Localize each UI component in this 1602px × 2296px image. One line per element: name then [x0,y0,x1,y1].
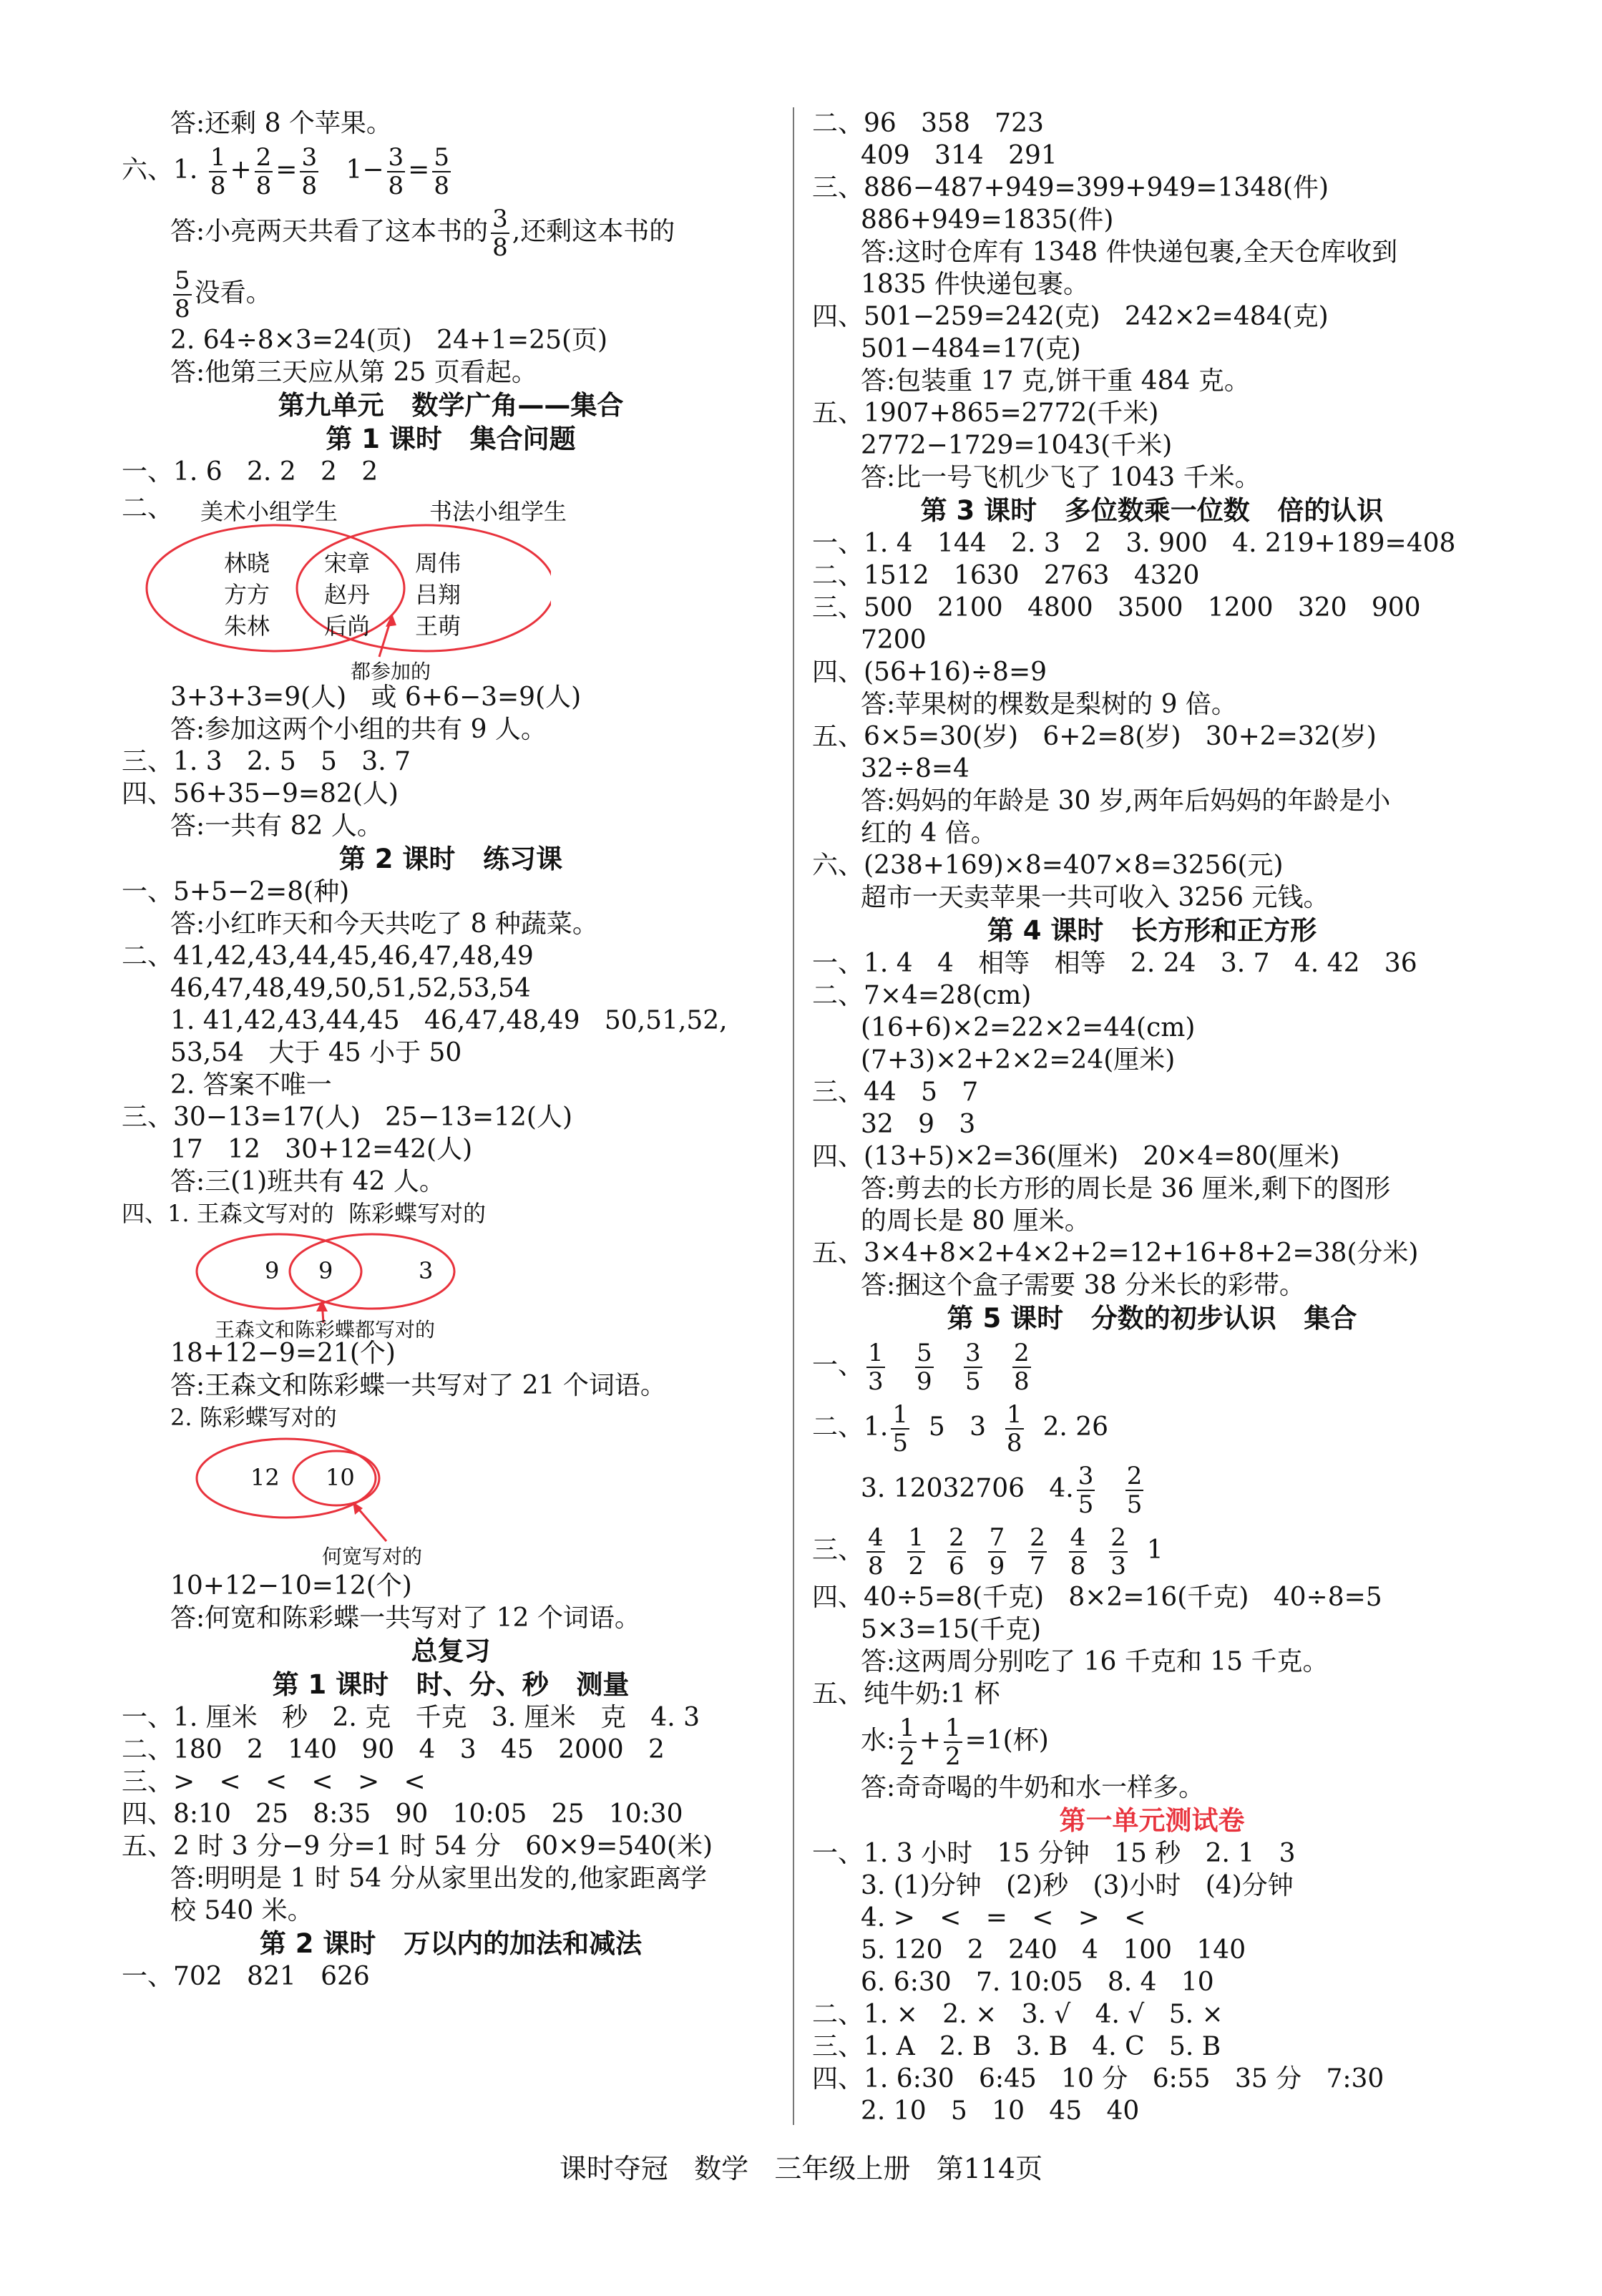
answer-line: 四、40÷5=8(千克) 8×2=16(千克) 40÷8=5 [812,1583,1382,1612]
left-column [122,107,780,1993]
answer-line: 二、180 2 140 90 4 3 45 2000 2 [122,1735,665,1764]
answer-line: 答:一共有 82 人。 [170,811,383,841]
answer-line: 四、(56+16)÷8=9 [812,658,1047,687]
answer-line: 答:小红昨天和今天共吃了 8 种蔬菜。 [170,909,598,939]
venn-name: 赵丹 [324,581,371,608]
venn-caption: 王森文和陈彩蝶都写对的 [215,1318,436,1342]
answer-line: 二、7×4=28(cm) [812,981,1032,1010]
fraction: $\frac{4}{8}$ [868,1523,884,1581]
answer-line: 2. 答案不唯一 [170,1070,332,1100]
lesson-heading: 第 2 课时 万以内的加法和减法 [259,1928,643,1959]
fraction-line: 三、 $\frac{4}{8}$ $\frac{1}{2}$ $\frac{2}{6}$ $\frac{7}{9}$ $\frac{2}{7}$ $\frac{4}{8}$ $\frac{2}{3}$ 1 [812,1523,1163,1581]
answer-line: 501−484=17(克) [861,334,1081,363]
calc-line: 18+12−9=21(个) [170,1339,396,1368]
lesson-heading: 第 5 课时 分数的初步认识 集合 [947,1303,1357,1334]
venn-right-title: 书法小组学生 [429,498,567,525]
fraction: $\frac{4}{8}$ [1070,1523,1086,1581]
answer-line: 四、501−259=242(克) 242×2=484(克) [812,302,1329,331]
answer-line: 一、1. 3 小时 15 分钟 15 秒 2. 1 3 [812,1839,1296,1868]
answer-line: 五、1907+865=2772(千米) [812,399,1159,428]
answer-line: 答:何宽和陈彩蝶一共写对了 12 个词语。 [170,1603,640,1633]
fraction-line: 3. 12032706 4. $\frac{3}{5}$ $\frac{2}{5}$ [861,1462,1143,1519]
fraction: $\frac{1}{3}$ [868,1339,884,1396]
calc-line: 10+12−10=12(个) [170,1571,412,1601]
fraction: $\frac{1}{2}$ [899,1714,915,1771]
venn-name: 后尚 [324,612,371,640]
answer-line: 答:包装重 17 克,饼干重 484 克。 [861,366,1250,396]
answer-line: 1. 41,42,43,44,45 46,47,48,49 50,51,52, [170,1006,728,1035]
answer-line: 7200 [861,625,927,655]
answer-line: 一、1. 厘米 秒 2. 克 千克 3. 厘米 克 4. 3 [122,1703,700,1732]
lesson-heading: 第 2 课时 练习课 [338,844,563,874]
answer-line: 答:奇奇喝的牛奶和水一样多。 [861,1773,1205,1802]
fraction-line: 六、1. $\frac{1}{8}$ + $\frac{2}{8}$ = $\frac{3}{8}$ 1− $\frac{3}{8}$ = $\frac{5}{8}$ [122,143,449,200]
test-heading: 第一单元测试卷 [1059,1805,1245,1836]
venn-diagram-words-1 [122,1230,551,1342]
fraction: $\frac{1}{5}$ [892,1400,908,1457]
answer-line: 2. 陈彩蝶写对的 [170,1404,337,1431]
answer-line: 五、纯牛奶:1 杯 [812,1679,1000,1709]
fraction: $\frac{3}{8}$ [388,143,404,200]
answer-line: 的周长是 80 厘米。 [861,1206,1090,1236]
venn-name: 林晓 [224,549,270,577]
answer-line: 46,47,48,49,50,51,52,53,54 [170,974,531,1003]
fraction-line: 一、 $\frac{1}{3}$ $\frac{5}{9}$ $\frac{3}{5}$ $\frac{2}{8}$ [812,1339,1030,1396]
answer-line: 三、30−13=17(人) 25−13=12(人) [122,1103,573,1132]
answer-line: 答:王森文和陈彩蝶一共写对了 21 个词语。 [170,1371,666,1400]
answer-line: 答:比一号飞机少飞了 1043 千米。 [861,463,1261,492]
answer-line: 1835 件快递包裹。 [861,270,1090,299]
answer-line: (7+3)×2+2×2=24(厘米) [861,1045,1176,1075]
answer-line: 一、1. 6 2. 2 2 2 [122,457,378,487]
venn-caption: 都参加的 [351,660,431,683]
section-heading: 总复习 [411,1636,491,1666]
fraction: $\frac{3}{5}$ [1078,1462,1094,1519]
calc-line: 3+3+3=9(人) 或 6+6−3=9(人) [170,683,582,712]
venn-name: 吕翔 [415,581,461,608]
answer-line: 五、2 时 3 分−9 分=1 时 54 分 60×9=540(米) [122,1832,713,1861]
fraction: $\frac{1}{8}$ [1006,1400,1022,1457]
answer-line: 答:妈妈的年龄是 30 岁,两年后妈妈的年龄是小 [861,786,1391,816]
answer-line: 答:小亮两天共看了这本书的 $\frac{3}{8}$ ,还剩这本书的 [170,205,675,262]
answer-line: 校 540 米。 [170,1896,313,1925]
fraction-line: 水: $\frac{1}{2}$ + $\frac{1}{2}$ =1(杯) [861,1714,1049,1771]
venn-diagram-words-2 [122,1434,551,1570]
fraction: $\frac{3}{8}$ [301,143,318,200]
fraction: $\frac{2}{3}$ [1110,1523,1126,1581]
venn-value: 3 [419,1257,434,1284]
answer-line: 五、3×4+8×2+4×2+2=12+16+8+2=38(分米) [812,1239,1419,1268]
answer-line: 答:这时仓库有 1348 件快递包裹,全天仓库收到 [861,238,1398,267]
right-column [812,107,1492,2127]
column-divider [793,107,794,2125]
venn-value: 9 [265,1257,280,1284]
answer-line: 3. (1)分钟 (2)秒 (3)小时 (4)分钟 [861,1871,1294,1900]
venn-value: 12 [250,1464,280,1491]
answer-line: 红的 4 倍。 [861,819,997,848]
answer-line: 五、6×5=30(岁) 6+2=8(岁) 30+2=32(岁) [812,722,1377,751]
answer-line: 答:他第三天应从第 25 页看起。 [170,358,537,387]
answer-line: 四、(13+5)×2=36(厘米) 20×4=80(厘米) [812,1142,1340,1171]
answer-line: 三、> < < < > < [122,1767,426,1797]
answer-line: 32÷8=4 [861,754,969,783]
answer-line: 六、(238+169)×8=407×8=3256(元) [812,851,1284,880]
answer-line: 四、1. 6:30 6:45 10 分 6:55 35 分 7:30 [812,2064,1384,2094]
venn-value: 9 [318,1257,333,1284]
fraction: $\frac{3}{5}$ [964,1339,981,1396]
answer-line: 三、1. 3 2. 5 5 3. 7 [122,747,411,776]
fraction: $\frac{1}{2}$ [908,1523,924,1581]
venn-value: 10 [326,1464,355,1491]
answer-line: $\frac{5}{8}$ 没看。 [175,266,272,323]
lesson-heading: 第 1 课时 时、分、秒 测量 [272,1669,630,1700]
answer-line: 二、41,42,43,44,45,46,47,48,49 [122,942,534,971]
unit-heading: 第九单元 数学广角——集合 [278,390,624,421]
answer-line: 答:苹果树的棵数是梨树的 9 倍。 [861,690,1237,719]
venn-caption: 何宽写对的 [322,1545,423,1568]
lesson-heading: 第 3 课时 多位数乘一位数 倍的认识 [920,495,1384,526]
fraction: $\frac{7}{9}$ [989,1523,1005,1581]
venn-name: 王萌 [415,612,461,640]
answer-line: 2772−1729=1043(千米) [861,431,1173,460]
answer-line: 409 314 291 [861,141,1058,170]
answer-line: 三、886−487+949=399+949=1348(件) [812,173,1329,202]
fraction: $\frac{2}{5}$ [1126,1462,1143,1519]
answer-line: 答:三(1)班共有 42 人。 [170,1167,445,1196]
venn-name: 宋章 [324,549,371,577]
fraction: $\frac{3}{8}$ [492,205,508,262]
answer-line: 5×3=15(千克) [861,1615,1042,1644]
lesson-heading: 第 4 课时 长方形和正方形 [987,915,1317,946]
venn-name: 方方 [224,581,270,608]
answer-line: 53,54 大于 45 小于 50 [170,1038,462,1068]
answer-line: 答:捆这个盒子需要 38 分米长的彩带。 [861,1271,1305,1300]
answer-line: 答:参加这两个小组的共有 9 人。 [170,715,547,744]
answer-line: 四、1. 王森文写对的 陈彩蝶写对的 [122,1200,487,1227]
answer-line: 17 12 30+12=42(人) [170,1135,473,1164]
calc-line: 2. 64÷8×3=24(页) 24+1=25(页) [170,326,608,355]
fraction: $\frac{5}{9}$ [917,1339,932,1396]
fraction: $\frac{1}{2}$ [944,1714,961,1771]
fraction: $\frac{2}{7}$ [1030,1523,1045,1581]
answer-line: 三、500 2100 4800 3500 1200 320 900 [812,593,1421,622]
answer-line: 一、1. 4 4 相等 相等 2. 24 3. 7 4. 42 36 [812,949,1417,978]
answer-line: 32 9 3 [861,1110,976,1139]
answer-line: 5. 120 2 240 4 100 140 [861,1935,1246,1965]
answer-line: 一、702 821 626 [122,1962,370,1991]
answer-line: 6. 6:30 7. 10:05 8. 4 10 [861,1968,1214,1997]
venn-name: 朱林 [224,612,270,640]
fraction-line: 二、1. $\frac{1}{5}$ 5 3 $\frac{1}{8}$ 2. 26 [812,1400,1109,1457]
venn-left-title: 美术小组学生 [200,498,338,525]
answer-line: 答:这两周分别吃了 16 千克和 15 千克。 [861,1647,1329,1676]
answer-line: 二、1. × 2. × 3. √ 4. √ 5. × [812,2000,1224,2029]
venn-diagram-groups: 二、 美术小组学生 书法小组学生 林晓 方方 朱林 宋章 赵丹 后尚 周伟 吕翔 王萌 都参加的 [122,488,551,681]
answer-line: (16+6)×2=22×2=44(cm) [861,1013,1196,1042]
answer-line: 超市一天卖苹果一共可收入 3256 元钱。 [861,883,1329,912]
answer-line: 三、1. A 2. B 3. B 4. C 5. B [812,2032,1221,2061]
answer-line: 四、8:10 25 8:35 90 10:05 25 10:30 [122,1799,683,1829]
fraction: $\frac{2}{8}$ [255,143,272,200]
lesson-heading: 第 1 课时 集合问题 [326,424,576,454]
answer-line: 答:明明是 1 时 54 分从家里出发的,他家距离学 [170,1864,708,1893]
answer-line: 886+949=1835(件) [861,205,1114,235]
page-footer: 课时夺冠 数学 三年级上册 第114页 [559,2153,1043,2184]
venn-name: 周伟 [415,549,461,577]
answer-line: 三、44 5 7 [812,1078,979,1107]
answer-line: 4. > < = < > < [861,1903,1146,1933]
fraction: $\frac{5}{8}$ [175,266,190,323]
fraction: $\frac{1}{8}$ [210,143,226,200]
answer-line: 二、96 358 723 [812,109,1044,138]
fraction: $\frac{2}{8}$ [1013,1339,1030,1396]
fraction: $\frac{5}{8}$ [434,143,449,200]
answer-line: 答:还剩 8 个苹果。 [170,109,392,138]
answer-line: 二、1512 1630 2763 4320 [812,561,1200,590]
answer-line: 答:剪去的长方形的周长是 36 厘米,剩下的图形 [861,1174,1391,1203]
answer-line: 四、56+35−9=82(人) [122,779,399,809]
answer-line: 2. 10 5 10 45 40 [861,2096,1140,2126]
fraction: $\frac{2}{6}$ [949,1523,964,1581]
answer-line: 一、1. 4 144 2. 3 2 3. 900 4. 219+189=408 [812,529,1456,558]
answer-line: 一、5+5−2=8(种) [122,877,350,907]
